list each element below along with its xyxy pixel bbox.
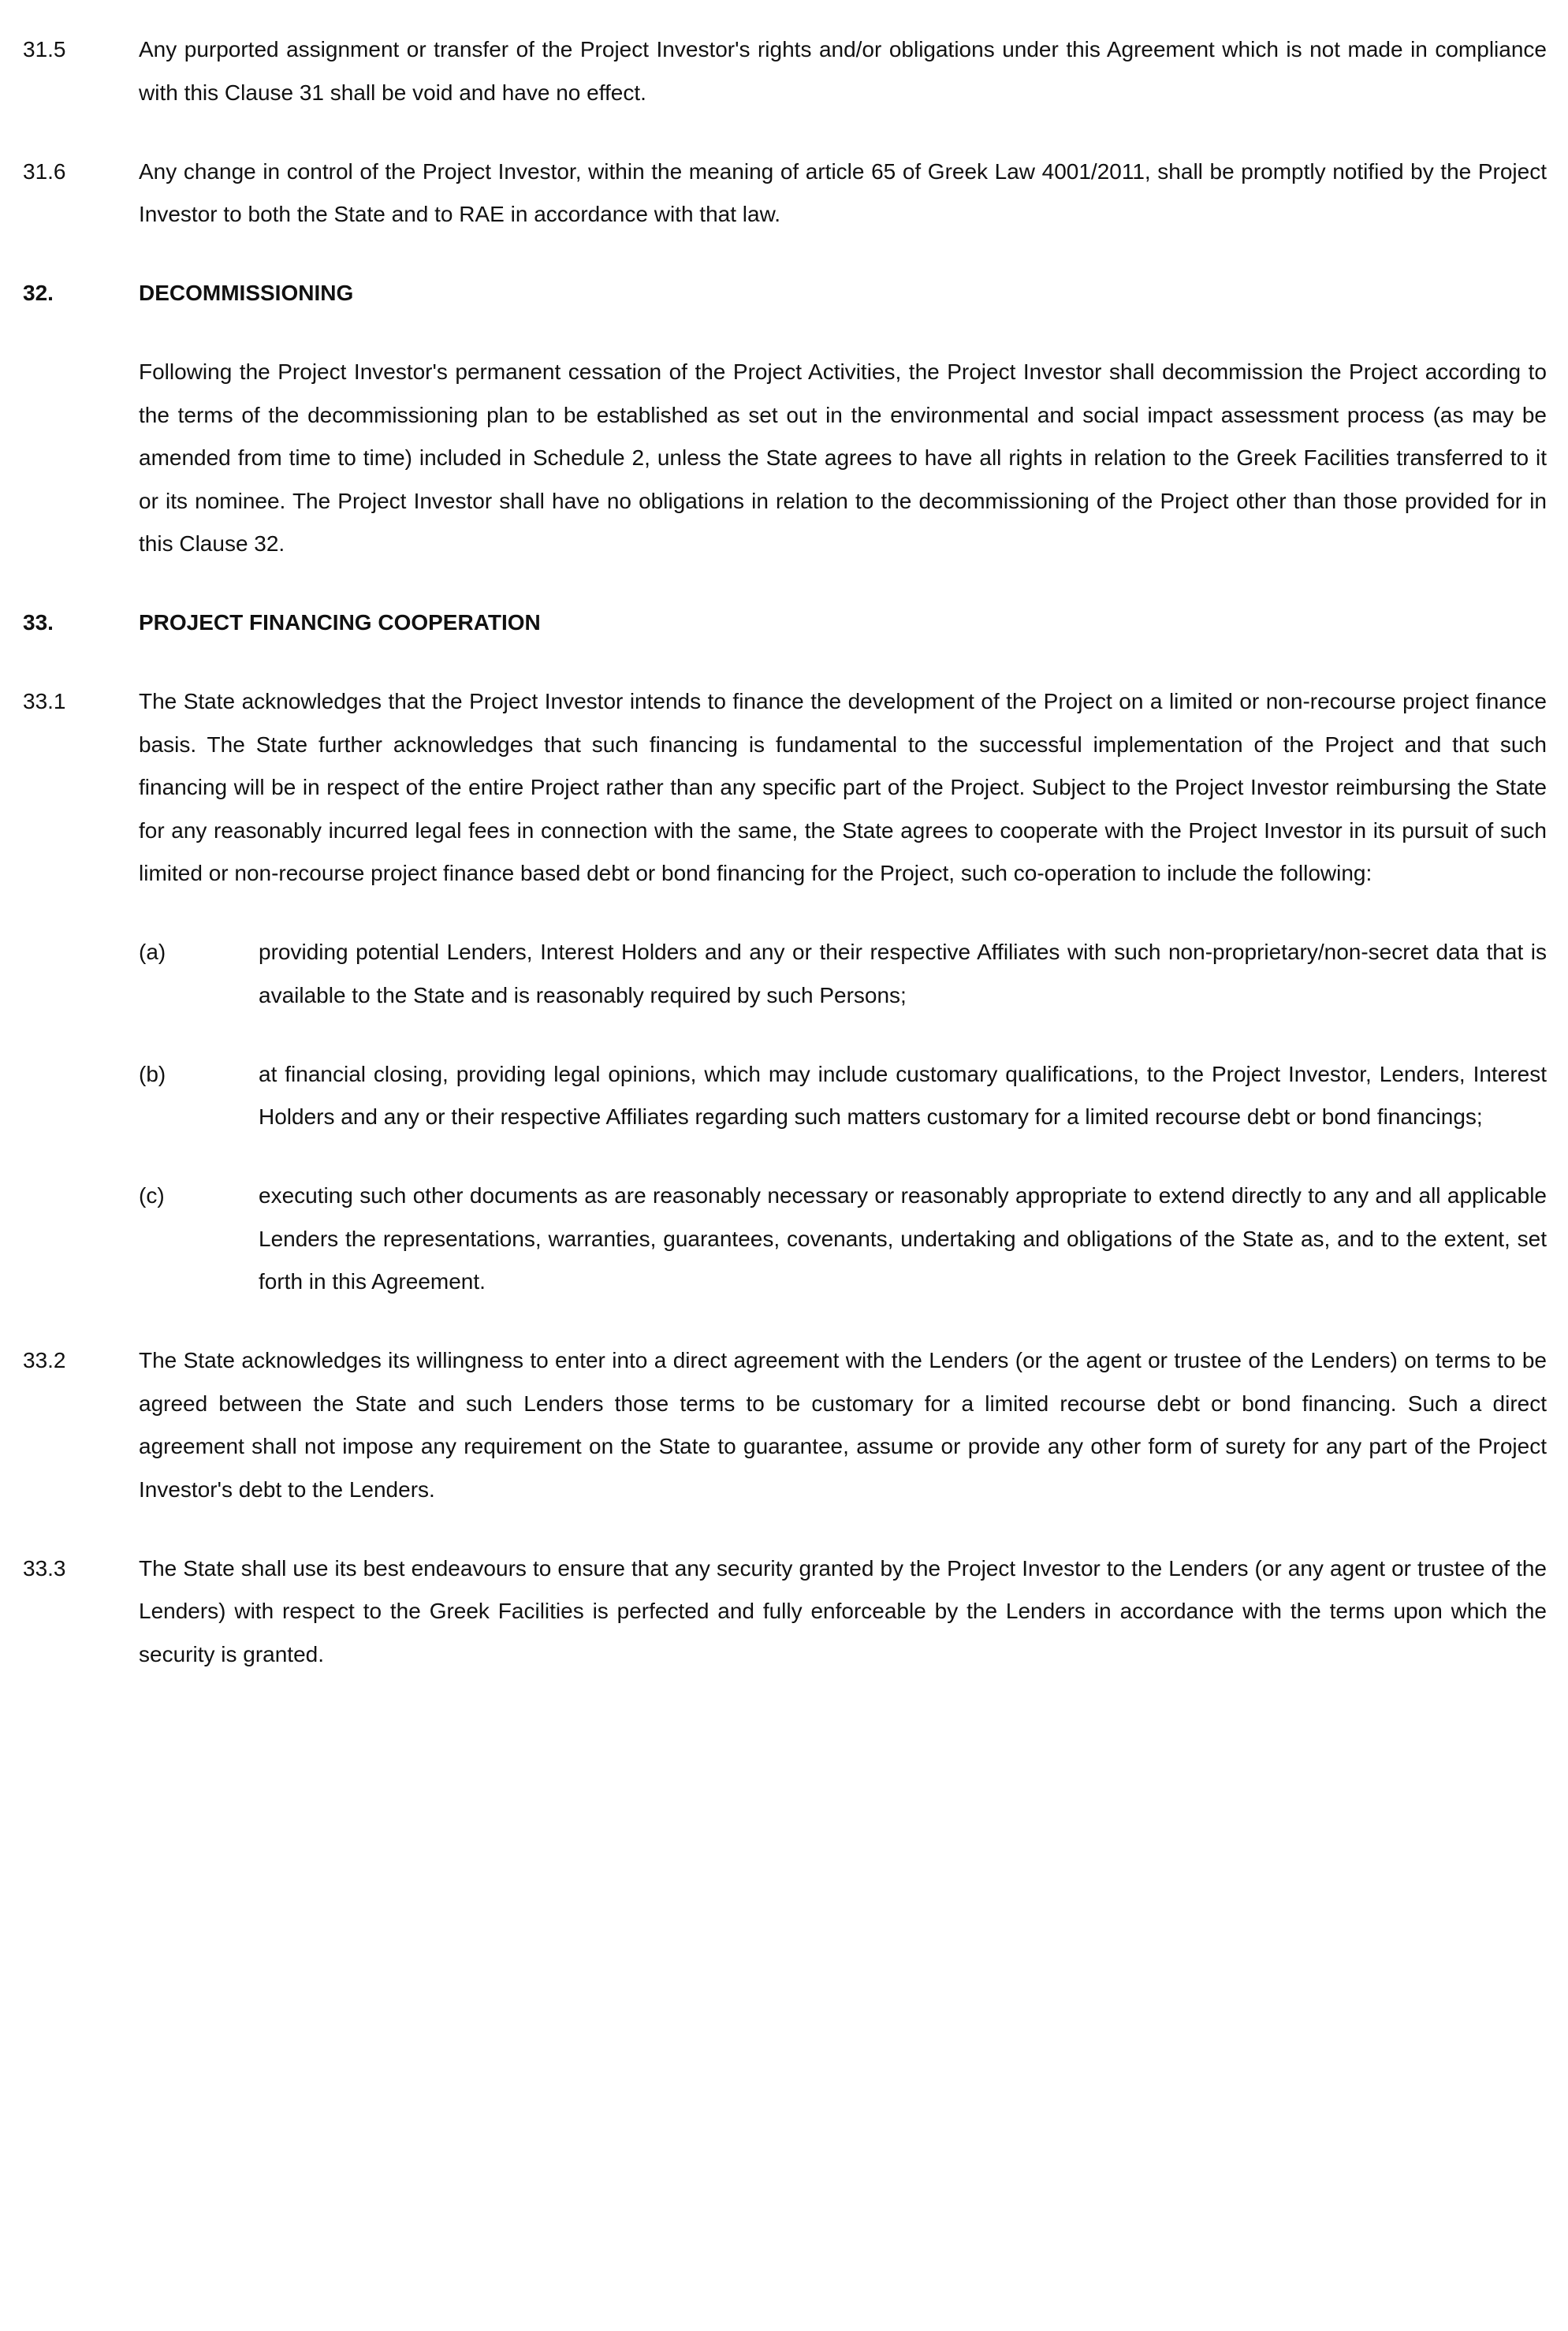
sub-item-label: (b) bbox=[139, 1061, 166, 1086]
clause-number: 33.1 bbox=[23, 689, 66, 713]
sub-item-text: providing potential Lenders, Interest Holders and any or their respective Affiliates with such non-proprietary/non-secret data that is available to the State and is reasonably required by such Persons; bbox=[259, 940, 1547, 1007]
section-number: 33. bbox=[23, 610, 54, 635]
clause-number: 33.3 bbox=[23, 1555, 66, 1581]
clause-text: Following the Project Investor's permanent cessation of the Project Activities, the Project Investor shall decommission the Project according to the terms of the decommissioning plan to be established as set out in the environmental and social impact assessment process (as may be amended from time to time) included in Schedule 2, unless the State agrees to have all rights in relation to the Greek Facilities transferred to it or its nominee. The Project Investor shall have no obligations in relation to the decommissioning of the Project other than those provided for in this Clause 32. bbox=[139, 359, 1547, 556]
clause-33-3 bbox=[23, 1547, 1547, 1677]
section-title: PROJECT FINANCING COOPERATION bbox=[139, 610, 541, 635]
sub-item-label: (a) bbox=[139, 940, 166, 964]
clause-31-5 bbox=[23, 28, 1547, 114]
sub-item-text: at financial closing, providing legal opinions, which may include customary qualifications, to the Project Investor, Lenders, Interest Holders and any or their respective Affiliates regarding such matters customary for a limited recourse debt or bond financings; bbox=[259, 1061, 1547, 1129]
clause-number: 31.5 bbox=[23, 37, 66, 61]
clause-text: The State shall use its best endeavours to ensure that any security granted by the Project Investor to the Lenders (or any agent or trustee of the Lenders) with respect to the Greek Facilities is perfected and fully enforceable by the Lenders in accordance with the terms upon which the security is granted. bbox=[139, 1555, 1547, 1666]
clause-text: Any change in control of the Project Investor, within the meaning of article 65 of Greek Law 4001/2011, shall be promptly notified by the Project Investor to both the State and to RAE in accordance with that law. bbox=[139, 158, 1547, 226]
section-heading-33 bbox=[23, 601, 1547, 645]
clause-text: Any purported assignment or transfer of the Project Investor's rights and/or obligations under this Agreement which is not made in compliance with this Clause 31 shall be void and have no effect. bbox=[139, 37, 1547, 105]
sub-item-text: executing such other documents as are reasonably necessary or reasonably appropriate to extend directly to any and all applicable Lenders the representations, warranties, guarantees, covenants, undertaking and obligations of the State as, and to the extent, set forth in this Agreement. bbox=[259, 1183, 1547, 1294]
clause-text: The State acknowledges that the Project Investor intends to finance the development of the Project on a limited or non-recourse project finance basis. The State further acknowledges that such financing is fundamental to the successful implementation of the Project and that such financing will be in respect of the entire Project rather than any specific part of the Project. Subject to the Project Investor reimbursing the State for any reasonably incurred legal fees in connection with the same, the State agrees to cooperate with the Project Investor in its pursuit of such limited or non-recourse project finance based debt or bond financing for the Project, such co-operation to include the following: bbox=[139, 689, 1547, 885]
sub-item-b bbox=[139, 1053, 1547, 1139]
section-title: DECOMMISSIONING bbox=[139, 281, 354, 305]
sub-item-label: (c) bbox=[139, 1183, 165, 1208]
clause-number: 31.6 bbox=[23, 158, 66, 184]
clause-text: The State acknowledges its willingness to enter into a direct agreement with the Lenders (or the agent or trustee of the Lenders) on terms to be agreed between the State and such Lenders those terms to be customary for a limited recourse debt or bond financing. Such a direct agreement shall not impose any requirement on the State to guarantee, assume or provide any other form of surety for any part of the Project Investor's debt to the Lenders. bbox=[139, 1348, 1547, 1502]
clause-33-2 bbox=[23, 1339, 1547, 1511]
clause-31-6 bbox=[23, 151, 1547, 236]
clause-number: 33.2 bbox=[23, 1348, 66, 1372]
section-heading-32 bbox=[23, 272, 1547, 315]
sub-item-c bbox=[139, 1175, 1547, 1304]
clause-32-body bbox=[23, 351, 1547, 566]
sub-item-a bbox=[139, 931, 1547, 1017]
clause-33-1 bbox=[23, 680, 1547, 896]
section-number: 32. bbox=[23, 281, 54, 305]
